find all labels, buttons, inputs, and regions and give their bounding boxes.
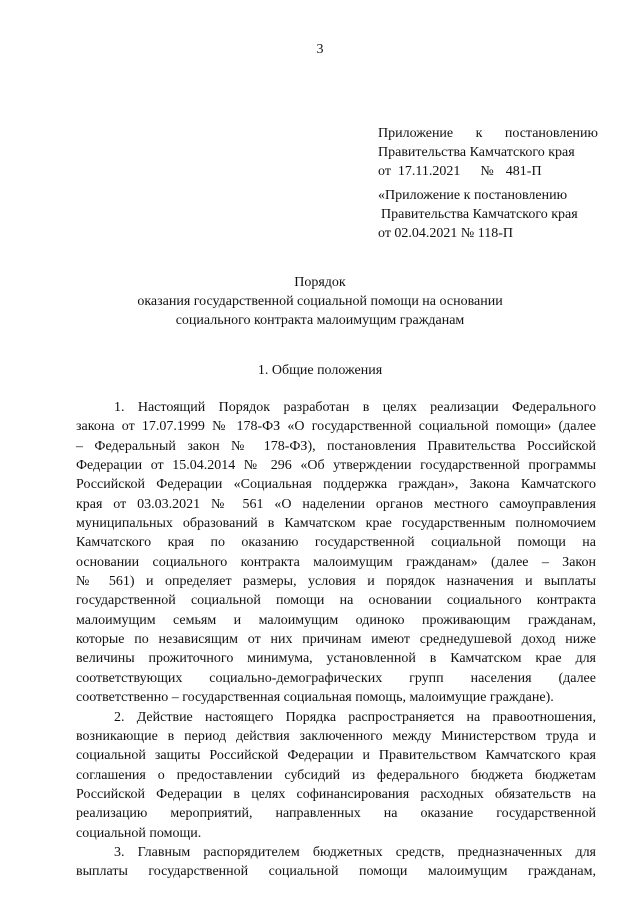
paragraph-1 <box>76 398 596 708</box>
document-body <box>76 398 596 882</box>
annex-current-date: от 17.11.2021 <box>378 164 461 179</box>
annex-current-word: постановлению <box>504 126 598 141</box>
annex-current-number: 481-П <box>505 164 542 179</box>
text-line: муниципальных образований в Камчатском крае государственным полномочием <box>76 516 596 532</box>
text-line: возникающие в период действия заключенного между Министерством труда и <box>76 728 596 744</box>
text-line: 3. Главным распорядителем бюджетных средств, предназначенных для <box>114 844 596 860</box>
paragraph-2 <box>76 708 596 843</box>
annex-current-number-sign: № <box>480 164 494 179</box>
text-line: – Федеральный закон № 178-ФЗ), постановления Правительства Российской <box>76 438 596 454</box>
text-line: Российской Федерации в целях софинансирования расходных обязательств на <box>76 786 596 802</box>
text-line: малоимущим семьям и малоимущим одиноко проживающим гражданам, <box>76 612 596 628</box>
text-line: Федерации от 15.04.2014 № 296 «Об утверждении государственной программы <box>76 458 596 474</box>
annex-current-line-3 <box>378 162 598 181</box>
title-line-2: оказания государственной социальной помощи на основании <box>137 294 503 309</box>
document-title <box>0 273 640 330</box>
section-heading: 1. Общие положения <box>257 363 383 378</box>
annex-previous-line-2: Правительства Камчатского края <box>381 207 578 222</box>
text-line: соответственно – государственная социальная помощь, малоимущие граждане). <box>76 690 554 706</box>
text-line: края от 03.03.2021 № 561 «О наделении органов местного самоуправления <box>76 496 596 512</box>
text-line: государственной социальной помощи на основании социального контракта <box>76 593 596 609</box>
annex-previous-line-3: от 02.04.2021 № 118-П <box>378 226 514 241</box>
text-line: выплаты государственной социальной помощи малоимущим гражданам, <box>76 864 596 880</box>
text-line: которые по независящим от них причинам имеют среднедушевой доход ниже <box>76 632 596 648</box>
title-line-1: Порядок <box>294 275 346 290</box>
annex-current-word: Приложение <box>378 126 454 141</box>
annex-current-decree <box>378 124 598 181</box>
text-line: № 561) и определяет размеры, условия и порядок назначения и выплаты <box>76 574 596 590</box>
annex-current-line-2: Правительства Камчатского края <box>378 145 575 160</box>
text-line: 2. Действие настоящего Порядка распространяется на правоотношения, <box>114 709 596 725</box>
text-line: основании социального контракта малоимущим гражданам» (далее – Закон <box>76 554 596 570</box>
annex-previous-line-1: «Приложение к постановлению <box>378 188 568 203</box>
paragraph-3 <box>76 843 596 882</box>
title-line-3: социального контракта малоимущим гражданам <box>175 313 465 328</box>
annex-previous-decree <box>378 186 578 243</box>
text-line: соответствующих социально-демографических групп населения (далее <box>76 670 596 686</box>
text-line: величины прожиточного минимума, установленной в Камчатском крае для <box>76 651 596 667</box>
text-line: 1. Настоящий Порядок разработан в целях реализации Федерального <box>114 400 596 415</box>
annex-current-line-1 <box>378 124 598 143</box>
text-line: соглашения о предоставлении субсидий из федерального бюджета бюджетам <box>76 767 596 783</box>
text-line: социальной помощи. <box>76 825 202 841</box>
text-line: Российской Федерации «Социальная поддержка граждан», Закона Камчатского <box>76 477 596 493</box>
page-number: 3 <box>316 42 324 57</box>
text-line: социальной защиты Российской Федерации и Правительством Камчатского края <box>76 748 596 764</box>
text-line: закона от 17.07.1999 № 178-ФЗ «О государственной социальной помощи» (далее <box>76 419 596 435</box>
text-line: реализацию мероприятий, направленных на оказание государственной <box>76 806 596 822</box>
annex-current-word: к <box>475 126 483 141</box>
text-line: Камчатского края по оказанию государственной социальной помощи на <box>76 535 596 551</box>
